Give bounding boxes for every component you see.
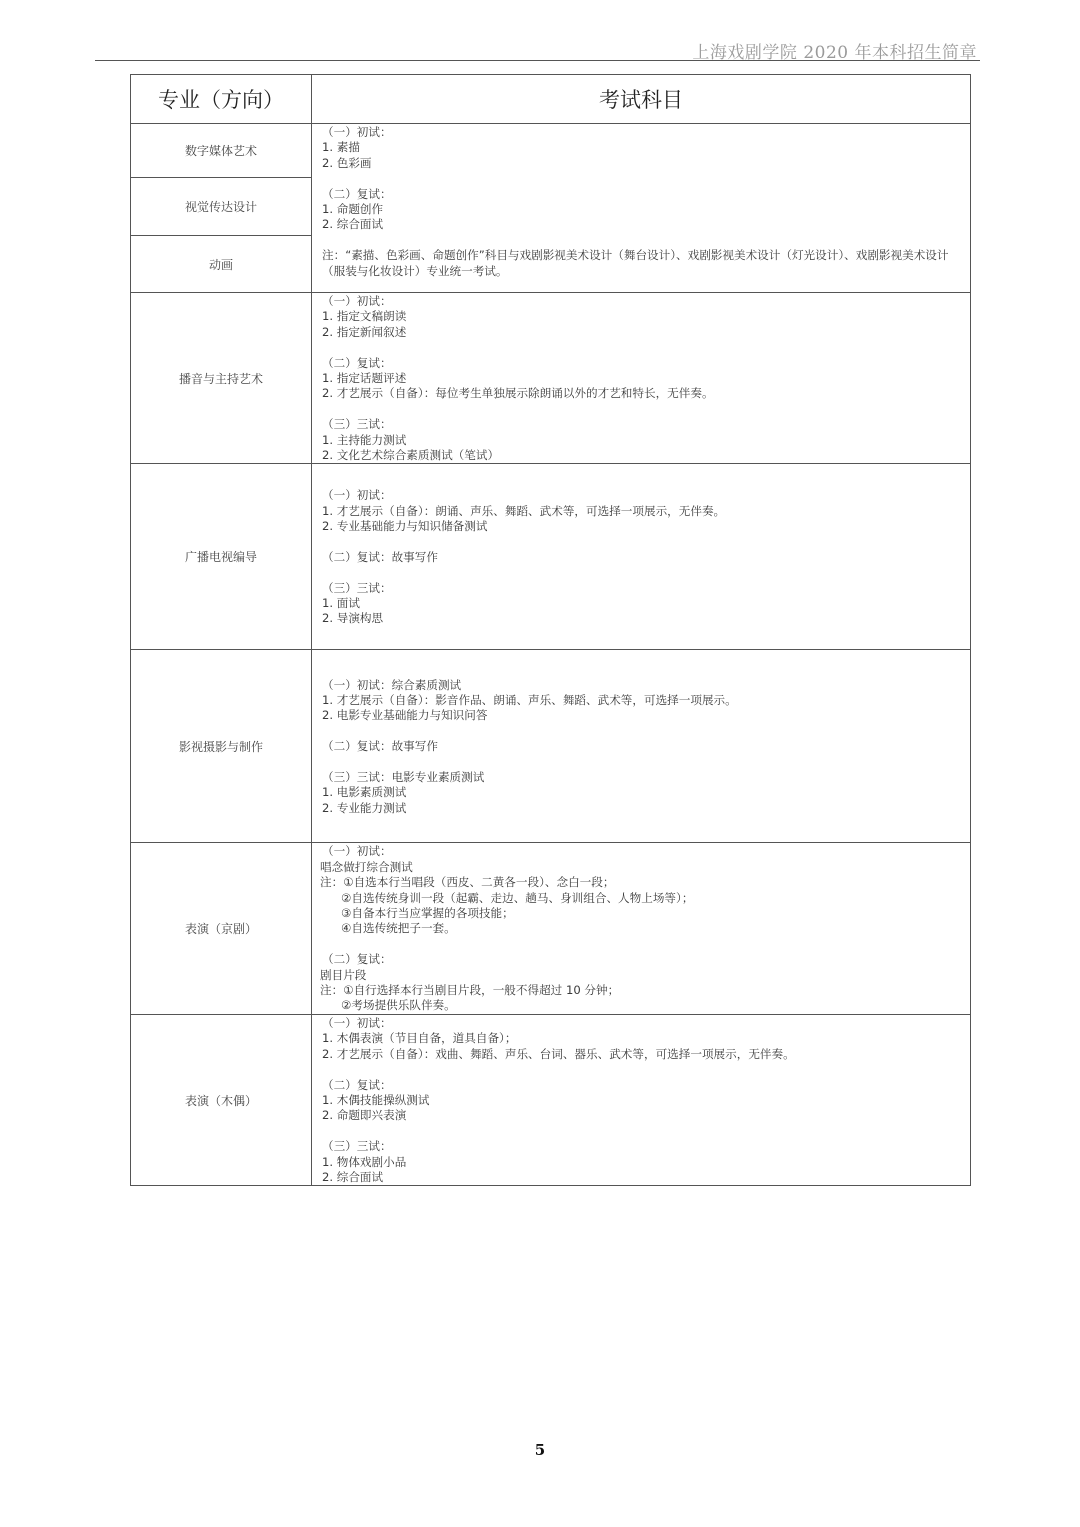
exam-line: 2. 专业基础能力与知识储备测试	[322, 518, 488, 533]
exam-line: （二）复试：	[322, 186, 392, 201]
major-film-production: 影视摄影与制作	[131, 650, 312, 843]
major-animation: 动画	[131, 236, 312, 293]
exam-line: 注：①自行选择本行当剧目片段，一般不得超过 10 分钟；	[320, 983, 620, 998]
exam-line: （三）三试：	[322, 1139, 392, 1154]
exam-note: 注：“素描、色彩画、命题创作”科目与戏剧影视美术设计（舞台设计）、戏剧影视美术设计（灯光设计）、戏剧影视美术设计（服装与化妆设计）专业统一考试。	[322, 248, 949, 278]
exam-cell-film	[312, 650, 971, 843]
exam-line: （一）初试：综合素质测试	[322, 677, 462, 692]
exam-line: 2. 专业能力测试	[322, 800, 407, 815]
exam-line: 注：①自选本行当唱段（西皮、二黄各一段）、念白一段；	[320, 875, 615, 890]
exam-line: 2. 指定新闻叙述	[322, 324, 407, 339]
exam-line: 1. 主持能力测试	[322, 432, 407, 447]
exam-cell-design	[312, 124, 971, 293]
major-broadcasting: 播音与主持艺术	[131, 293, 312, 464]
exam-line: 1. 木偶技能操纵测试	[322, 1092, 430, 1107]
exam-line: （三）三试：	[322, 580, 392, 595]
exam-line: （一）初试：	[322, 1015, 392, 1030]
exam-line: （一）初试：	[322, 844, 392, 859]
exam-line: 2. 电影专业基础能力与知识问答	[322, 708, 488, 723]
exam-line: （一）初试：	[322, 125, 392, 139]
exam-line: 2. 才艺展示（自备）：每位考生单独展示除朗诵以外的才艺和特长，无伴奏。	[322, 386, 714, 401]
exam-line: （二）复试：	[322, 1077, 392, 1092]
exam-line: 1. 电影素质测试	[322, 785, 407, 800]
exam-line: （二）复试：故事写作	[322, 549, 438, 564]
exam-line: 2. 文化艺术综合素质测试（笔试）	[322, 448, 500, 463]
exam-line: 1. 命题创作	[322, 202, 384, 217]
exam-subjects-table	[130, 74, 971, 1186]
exam-cell-peking-opera	[312, 843, 971, 1014]
exam-line: 2. 综合面试	[322, 217, 384, 232]
table-row	[131, 464, 971, 650]
exam-line: 唱念做打综合测试	[320, 859, 413, 874]
exam-line: ②考场提供乐队伴奏。	[341, 998, 456, 1013]
page-number: 5	[534, 1441, 546, 1459]
exam-line: 2. 色彩画	[322, 155, 372, 170]
exam-line: （二）复试：	[322, 952, 392, 967]
exam-line: 1. 面试	[322, 595, 360, 610]
running-header: 上海戏剧学院 2020 年本科招生简章	[692, 43, 977, 63]
exam-cell-tv-directing	[312, 464, 971, 650]
header-exam-subjects: 考试科目	[312, 75, 971, 124]
table-row	[131, 843, 971, 1014]
header-rule	[95, 60, 980, 61]
exam-line: （三）三试：电影专业素质测试	[322, 770, 485, 785]
exam-line: （一）初试：	[322, 488, 392, 503]
major-peking-opera: 表演（京剧）	[131, 843, 312, 1014]
exam-line: 1. 木偶表演（节目自备，道具自备）；	[322, 1031, 517, 1046]
exam-line: 2. 才艺展示（自备）：戏曲、舞蹈、声乐、台词、器乐、武术等，可选择一项展示，无伴奏。	[322, 1046, 795, 1061]
table-row	[131, 124, 971, 178]
exam-line: ④自选传统把子一套。	[341, 921, 456, 936]
major-digital-media: 数字媒体艺术	[131, 124, 312, 178]
major-puppetry: 表演（木偶）	[131, 1014, 312, 1185]
exam-line: 1. 物体戏剧小品	[322, 1154, 407, 1169]
exam-cell-puppetry	[312, 1014, 971, 1185]
header-major: 专业（方向）	[131, 75, 312, 124]
exam-line: 1. 指定文稿朗读	[322, 309, 407, 324]
exam-line: （一）初试：	[322, 294, 392, 308]
exam-line: ③自备本行当应掌握的各项技能；	[341, 906, 514, 921]
exam-line: 2. 命题即兴表演	[322, 1108, 407, 1123]
exam-line: 1. 指定话题评述	[322, 371, 407, 386]
exam-line: 1. 才艺展示（自备）：朗诵、声乐、舞蹈、武术等，可选择一项展示，无伴奏。	[322, 503, 726, 518]
exam-line: ②自选传统身训一段（起霸、走边、趟马、身训组合、人物上场等）；	[341, 890, 694, 905]
table-row	[131, 293, 971, 464]
exam-line: 2. 综合面试	[322, 1169, 384, 1184]
major-visual-communication: 视觉传达设计	[131, 178, 312, 236]
exam-line: （三）三试：	[322, 417, 392, 432]
exam-cell-broadcasting	[312, 293, 971, 464]
exam-line: （二）复试：	[322, 355, 392, 370]
table-row	[131, 650, 971, 843]
exam-line: 剧目片段	[320, 967, 367, 982]
exam-line: （二）复试：故事写作	[322, 739, 438, 754]
major-tv-directing: 广播电视编导	[131, 464, 312, 650]
exam-line: 1. 才艺展示（自备）：影音作品、朗诵、声乐、舞蹈、武术等，可选择一项展示。	[322, 693, 737, 708]
table-header-row	[131, 75, 971, 124]
exam-line: 2. 导演构思	[322, 611, 384, 626]
exam-line: 1. 素描	[322, 140, 360, 155]
table-row	[131, 1014, 971, 1185]
